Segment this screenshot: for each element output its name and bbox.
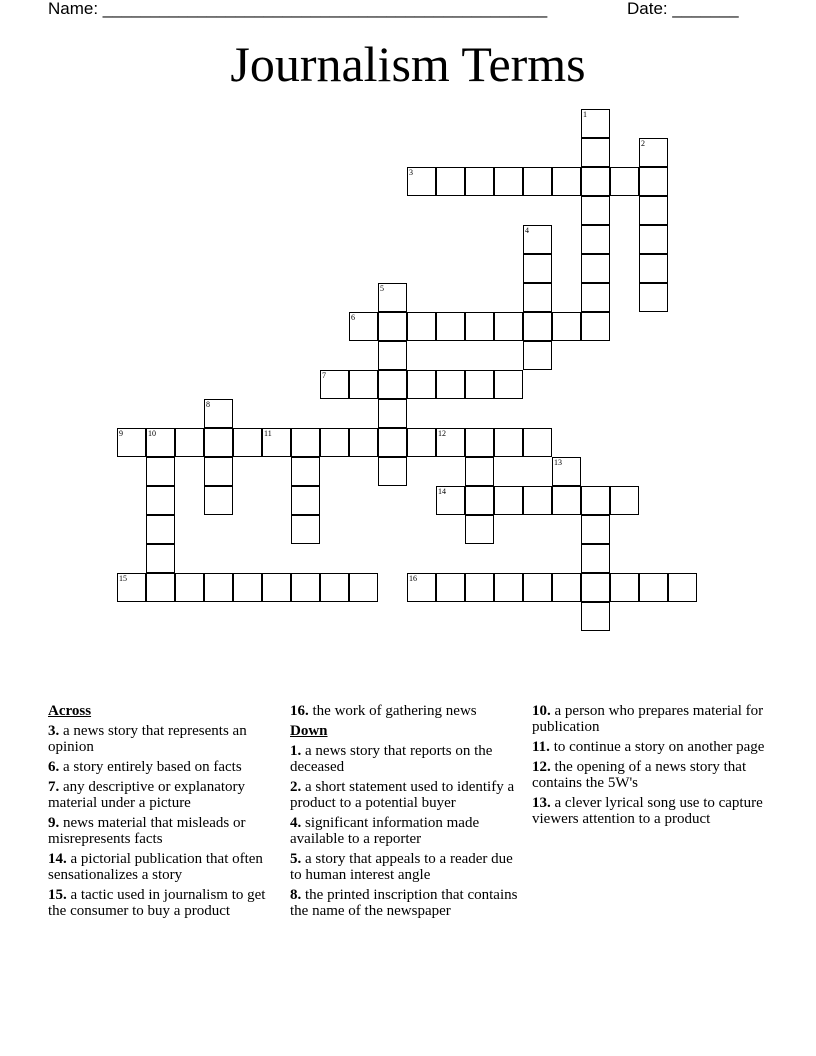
clue-text: the opening of a news story that contains the 5W's xyxy=(532,759,747,791)
clue-number: 3. xyxy=(48,723,60,739)
grid-cell[interactable] xyxy=(581,544,610,573)
clue-text: a person who prepares material for publication xyxy=(532,703,764,735)
clue-number: 9. xyxy=(48,815,60,831)
down-heading: Down xyxy=(290,723,328,739)
cell-number: 4 xyxy=(525,226,529,235)
grid-cell[interactable] xyxy=(204,573,233,602)
grid-cell[interactable] xyxy=(581,196,610,225)
clue-number: 6. xyxy=(48,759,60,775)
cell-number: 2 xyxy=(641,139,645,148)
grid-cell[interactable] xyxy=(465,370,494,399)
grid-cell[interactable] xyxy=(233,573,262,602)
cell-number: 12 xyxy=(438,429,446,438)
grid-cell[interactable] xyxy=(610,167,639,196)
grid-cell[interactable] xyxy=(378,370,407,399)
grid-cell[interactable] xyxy=(494,370,523,399)
grid-cell[interactable] xyxy=(639,254,668,283)
grid-cell[interactable] xyxy=(668,573,697,602)
grid-cell[interactable] xyxy=(378,283,407,312)
clue-item xyxy=(532,795,768,827)
grid-cell[interactable] xyxy=(465,428,494,457)
grid-cell[interactable] xyxy=(262,573,291,602)
grid-cell[interactable] xyxy=(581,602,610,631)
grid-cell[interactable] xyxy=(639,167,668,196)
cell-number: 7 xyxy=(322,371,326,380)
grid-cell[interactable] xyxy=(378,312,407,341)
grid-cell[interactable] xyxy=(581,138,610,167)
clues-column-3 xyxy=(532,703,768,831)
grid-cell[interactable] xyxy=(639,225,668,254)
grid-cell[interactable] xyxy=(146,573,175,602)
clue-item xyxy=(532,759,768,791)
grid-cell[interactable] xyxy=(117,573,146,602)
grid-cell[interactable] xyxy=(523,486,552,515)
clue-item xyxy=(532,703,768,735)
clue-item xyxy=(290,743,522,775)
grid-cell[interactable] xyxy=(204,486,233,515)
grid-cell[interactable] xyxy=(117,428,146,457)
date-field-label: Date: _______ xyxy=(627,0,739,18)
grid-cell[interactable] xyxy=(407,573,436,602)
down-clue-list xyxy=(290,743,522,919)
clue-text: to continue a story on another page xyxy=(549,739,765,755)
clue-number: 4. xyxy=(290,815,302,831)
clue-number: 8. xyxy=(290,887,302,903)
grid-cell[interactable] xyxy=(523,428,552,457)
clue-text: news material that misleads or misrepresents facts xyxy=(48,815,246,847)
grid-cell[interactable] xyxy=(494,312,523,341)
grid-cell[interactable] xyxy=(407,428,436,457)
grid-cell[interactable] xyxy=(378,428,407,457)
across-clue-list xyxy=(48,723,280,919)
cell-number: 14 xyxy=(438,487,446,496)
clue-item xyxy=(290,703,522,719)
clue-text: any descriptive or explanatory material under a picture xyxy=(48,779,246,811)
grid-cell[interactable] xyxy=(349,573,378,602)
grid-cell[interactable] xyxy=(523,312,552,341)
clue-text: a tactic used in journalism to get the consumer to buy a product xyxy=(48,887,266,919)
grid-cell[interactable] xyxy=(465,167,494,196)
cell-number: 5 xyxy=(380,284,384,293)
grid-cell[interactable] xyxy=(146,486,175,515)
clues-column-1 xyxy=(48,703,280,923)
grid-cell[interactable] xyxy=(494,167,523,196)
grid-cell[interactable] xyxy=(552,457,581,486)
grid-cell[interactable] xyxy=(581,486,610,515)
clue-text: the printed inscription that contains the name of the newspaper xyxy=(290,887,518,919)
grid-cell[interactable] xyxy=(523,225,552,254)
clue-text: a clever lyrical song use to capture viewers attention to a product xyxy=(532,795,763,827)
clue-item xyxy=(48,759,280,775)
grid-cell[interactable] xyxy=(407,167,436,196)
grid-cell[interactable] xyxy=(581,254,610,283)
page-title: Journalism Terms xyxy=(230,36,586,92)
clue-number: 10. xyxy=(532,703,551,719)
clue-number: 7. xyxy=(48,779,60,795)
grid-cell[interactable] xyxy=(233,428,262,457)
grid-cell[interactable] xyxy=(291,428,320,457)
grid-cell[interactable] xyxy=(204,428,233,457)
grid-cell[interactable] xyxy=(552,312,581,341)
grid-cell[interactable] xyxy=(581,109,610,138)
grid-cell[interactable] xyxy=(146,515,175,544)
clue-number: 15. xyxy=(48,887,67,903)
clue-text: significant information made available to a reporter xyxy=(290,815,480,847)
grid-cell[interactable] xyxy=(146,457,175,486)
across-heading: Across xyxy=(48,703,92,719)
grid-cell[interactable] xyxy=(436,428,465,457)
grid-cell[interactable] xyxy=(291,573,320,602)
grid-cell[interactable] xyxy=(436,312,465,341)
clue-item xyxy=(48,851,280,883)
grid-cell[interactable] xyxy=(378,399,407,428)
grid-cell[interactable] xyxy=(291,457,320,486)
grid-cell[interactable] xyxy=(465,486,494,515)
grid-cell[interactable] xyxy=(436,486,465,515)
grid-cell[interactable] xyxy=(581,515,610,544)
grid-cell[interactable] xyxy=(291,515,320,544)
grid-cell[interactable] xyxy=(523,283,552,312)
grid-cell[interactable] xyxy=(581,225,610,254)
grid-cell[interactable] xyxy=(610,573,639,602)
grid-cell[interactable] xyxy=(581,283,610,312)
grid-cell[interactable] xyxy=(523,573,552,602)
cell-number: 13 xyxy=(554,458,562,467)
grid-cell[interactable] xyxy=(407,312,436,341)
clue-number: 2. xyxy=(290,779,302,795)
cell-number: 9 xyxy=(119,429,123,438)
grid-cell[interactable] xyxy=(494,428,523,457)
name-field-label: Name: _______________________________________________ xyxy=(48,0,548,18)
grid-cell[interactable] xyxy=(436,573,465,602)
grid-cell[interactable] xyxy=(552,573,581,602)
clue-text: a story that appeals to a reader due to human interest angle xyxy=(290,851,513,883)
cell-number: 15 xyxy=(119,574,127,583)
clue-number: 13. xyxy=(532,795,551,811)
across-clue-list-continued xyxy=(290,703,522,719)
grid-cell[interactable] xyxy=(407,370,436,399)
grid-cell[interactable] xyxy=(320,573,349,602)
grid-cell[interactable] xyxy=(204,399,233,428)
grid-cell[interactable] xyxy=(320,370,349,399)
grid-cell[interactable] xyxy=(262,428,291,457)
grid-cell[interactable] xyxy=(349,312,378,341)
clue-text: a short statement used to identify a product to a potential buyer xyxy=(290,779,515,811)
cell-number: 8 xyxy=(206,400,210,409)
grid-cell[interactable] xyxy=(204,457,233,486)
clue-item xyxy=(532,739,768,755)
clue-item xyxy=(48,815,280,847)
grid-cell[interactable] xyxy=(465,457,494,486)
clues-column-2 xyxy=(290,703,522,923)
grid-cell[interactable] xyxy=(552,167,581,196)
cell-number: 10 xyxy=(148,429,156,438)
clue-item xyxy=(290,815,522,847)
down-clue-list-continued xyxy=(532,703,768,827)
grid-cell[interactable] xyxy=(291,486,320,515)
grid-cell[interactable] xyxy=(465,515,494,544)
grid-cell[interactable] xyxy=(494,573,523,602)
cell-number: 1 xyxy=(583,110,587,119)
cell-number: 6 xyxy=(351,313,355,322)
grid-cell[interactable] xyxy=(639,283,668,312)
clue-number: 11. xyxy=(532,739,550,755)
clue-number: 1. xyxy=(290,743,302,759)
clue-item xyxy=(48,779,280,811)
grid-cell[interactable] xyxy=(639,573,668,602)
clue-item xyxy=(48,723,280,755)
clue-number: 16. xyxy=(290,703,309,719)
clue-item xyxy=(290,779,522,811)
grid-cell[interactable] xyxy=(523,254,552,283)
grid-cell[interactable] xyxy=(436,370,465,399)
grid-cell[interactable] xyxy=(494,486,523,515)
grid-cell[interactable] xyxy=(175,428,204,457)
grid-cell[interactable] xyxy=(146,544,175,573)
grid-cell[interactable] xyxy=(378,457,407,486)
grid-cell[interactable] xyxy=(610,486,639,515)
grid-cell[interactable] xyxy=(639,138,668,167)
clue-text: a news story that represents an opinion xyxy=(48,723,247,755)
clue-number: 5. xyxy=(290,851,302,867)
clue-text: a news story that reports on the deceased xyxy=(290,743,493,775)
grid-cell[interactable] xyxy=(581,573,610,602)
grid-cell[interactable] xyxy=(436,167,465,196)
grid-cell[interactable] xyxy=(378,341,407,370)
clue-text: a pictorial publication that often sensationalizes a story xyxy=(48,851,263,883)
clue-item xyxy=(290,887,522,919)
clue-text: the work of gathering news xyxy=(308,703,477,719)
grid-cell[interactable] xyxy=(581,167,610,196)
grid-cell[interactable] xyxy=(349,370,378,399)
clue-text: a story entirely based on facts xyxy=(59,759,242,775)
clue-number: 12. xyxy=(532,759,551,775)
grid-cell[interactable] xyxy=(639,196,668,225)
grid-cell[interactable] xyxy=(523,167,552,196)
grid-cell[interactable] xyxy=(175,573,204,602)
grid-cell[interactable] xyxy=(581,312,610,341)
grid-cell[interactable] xyxy=(523,341,552,370)
grid-cell[interactable] xyxy=(146,428,175,457)
grid-cell[interactable] xyxy=(465,312,494,341)
cell-number: 3 xyxy=(409,168,413,177)
clue-number: 14. xyxy=(48,851,67,867)
clue-item xyxy=(290,851,522,883)
cell-number: 16 xyxy=(409,574,417,583)
clue-item xyxy=(48,887,280,919)
grid-cell[interactable] xyxy=(465,573,494,602)
cell-number: 11 xyxy=(264,429,272,438)
grid-cell[interactable] xyxy=(320,428,349,457)
grid-cell[interactable] xyxy=(552,486,581,515)
grid-cell[interactable] xyxy=(349,428,378,457)
